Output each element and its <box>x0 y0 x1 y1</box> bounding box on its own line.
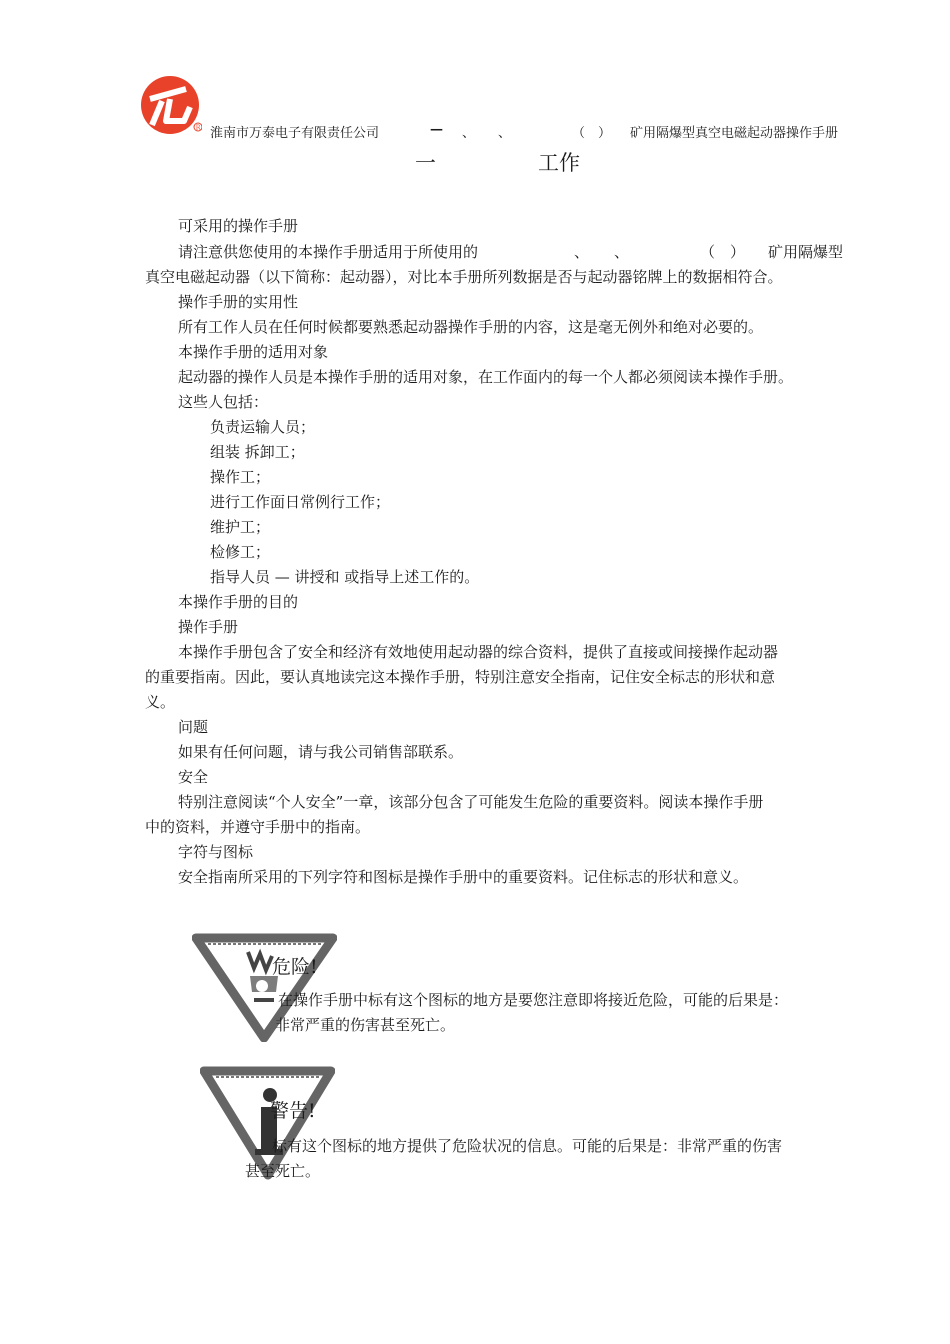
danger-line2: 非常严重的伤害甚至死亡。 <box>275 1016 456 1034</box>
section-heading-symbols: 字符与图标 <box>178 843 254 861</box>
header-comma-2: 、 <box>498 126 512 141</box>
list-item: 操作工； <box>210 468 271 486</box>
section1-comma-2: 、 <box>614 243 630 261</box>
danger-title: 危险! <box>272 956 318 978</box>
section1-line1-a: 请注意供您使用的本操作手册适用于所使用的 <box>178 243 479 261</box>
warning-line1: 标有这个图标的地方提供了危险状况的信息。可能的后果是：非常严重的伤害 <box>272 1137 783 1155</box>
section5-line1: 如果有任何问题，请与我公司销售部联系。 <box>178 743 464 761</box>
section-heading-applicable-manual: 可采用的操作手册 <box>178 217 299 235</box>
section1-line2: 真空电磁起动器（以下简称：起动器），对比本手册所列数据是否与起动器铭牌上的数据相符合。 <box>145 268 783 286</box>
svg-text:R: R <box>195 124 201 132</box>
section1-comma-1: 、 <box>574 243 590 261</box>
section-heading-practicality: 操作手册的实用性 <box>178 293 299 311</box>
section6-line1: 特别注意阅读“个人安全”一章，该部分包含了可能发生危险的重要资料。阅读本操作手册 <box>178 793 764 811</box>
section3-line2: 这些人包括： <box>178 393 269 411</box>
warning-line2: 甚至死亡。 <box>245 1162 321 1180</box>
company-logo <box>140 75 202 137</box>
list-item: 维护工； <box>210 518 271 536</box>
section6-line2: 中的资料，并遵守手册中的指南。 <box>145 818 371 836</box>
list-item: 进行工作面日常例行工作； <box>210 493 391 511</box>
section4-line2: 的重要指南。因此，要认真地读完这本操作手册，特别注意安全指南，记住安全标志的形状和意 <box>145 668 776 686</box>
section-heading-target-audience: 本操作手册的适用对象 <box>178 343 329 361</box>
chapter-number: 一 <box>415 151 436 175</box>
list-item: 组装 拆卸工； <box>210 443 305 461</box>
section-heading-purpose: 本操作手册的目的 <box>178 593 299 611</box>
chapter-title: 工作 <box>538 151 580 175</box>
header-dash: — <box>430 122 443 137</box>
section2-line1: 所有工作人员在任何时候都要熟悉起动器操作手册的内容，这是毫无例外和绝对必要的。 <box>178 318 764 336</box>
list-item: 指导人员 — 讲授和 或指导上述工作的。 <box>210 568 480 586</box>
header-comma-1: 、 <box>462 126 476 141</box>
header-paren: （ ） <box>572 126 612 141</box>
section-heading-safety: 安全 <box>178 768 209 786</box>
danger-line1: 在操作手册中标有这个图标的地方是要您注意即将接近危险，可能的后果是： <box>278 991 789 1009</box>
section-heading-questions: 问题 <box>178 718 209 736</box>
list-item: 检修工； <box>210 543 271 561</box>
section7-line1: 安全指南所采用的下列字符和图标是操作手册中的重要资料。记住标志的形状和意义。 <box>178 868 749 886</box>
warning-title: 警告! <box>270 1100 316 1122</box>
section1-line1-b: 矿用隔爆型 <box>768 243 844 261</box>
section1-paren: （ ） <box>700 243 746 261</box>
list-item: 负责运输人员； <box>210 418 316 436</box>
section4-line3: 义。 <box>145 693 176 711</box>
header-manual-name: 矿用隔爆型真空电磁起动器操作手册 <box>630 126 839 141</box>
section4-line1: 本操作手册包含了安全和经济有效地使用起动器的综合资料，提供了直接或间接操作起动器 <box>178 643 779 661</box>
section4-subheading: 操作手册 <box>178 618 239 636</box>
section3-line1: 起动器的操作人员是本操作手册的适用对象，在工作面内的每一个人都必须阅读本操作手册。 <box>178 368 794 386</box>
header-company: 淮南市万泰电子有限责任公司 <box>210 126 380 141</box>
